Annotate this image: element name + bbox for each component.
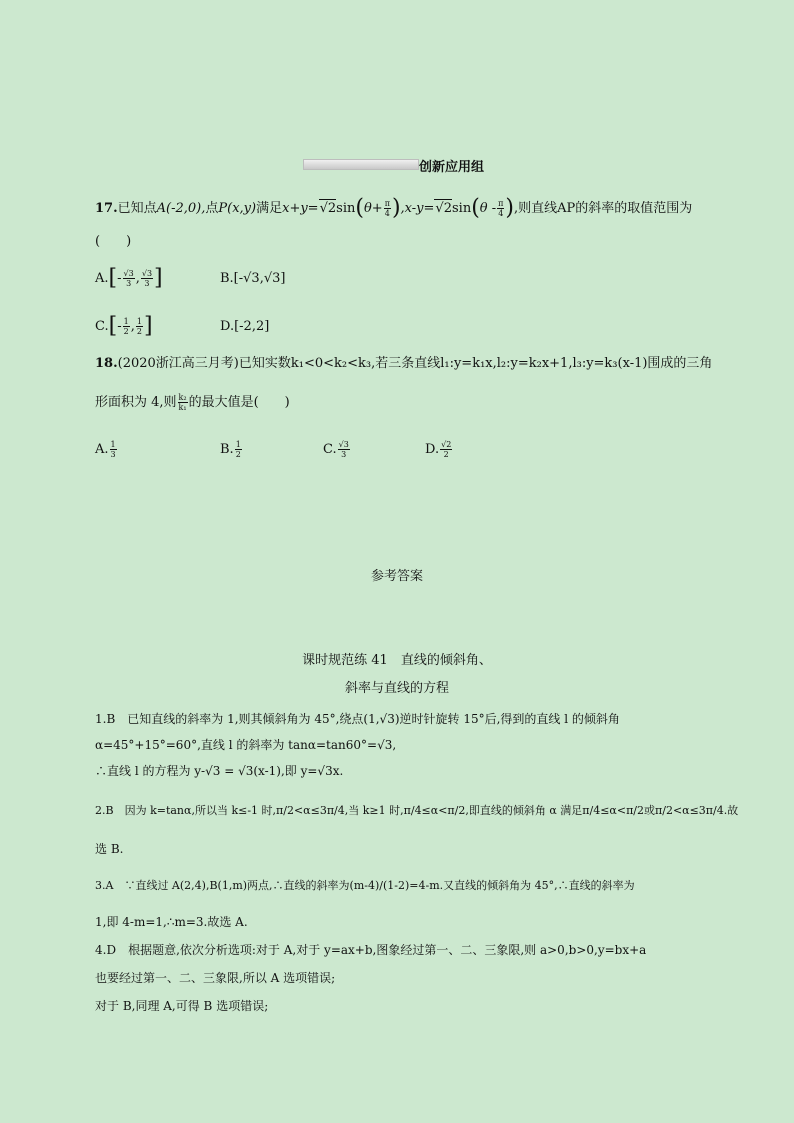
answer-4-line-3: 对于 B,同理 A,可得 B 选项错误; [95,999,269,1013]
q18-option-d: D. $\frac{√2}{2}$ [425,440,452,459]
q17-number: 17. [95,201,118,216]
answer-1-line-1: 1.B 已知直线的斜率为 1,则其倾斜角为 45°,绕点(1,√3)逆时针旋转 15°后,得到的直线 l 的倾斜角 [95,712,620,726]
answer-2-line-2: 选 B. [95,842,124,856]
q17-option-c: C.[- $\frac{1}{2}$ , $\frac{1}{2}$ ] [95,313,153,339]
answers-header: 参考答案 [370,569,423,584]
q17-option-a: A.[- $\frac{√3}{3}$ , $\frac{√3}{3}$ ] [95,265,163,291]
section-title: 创新应用组 [419,160,485,175]
q17-option-d: D.[-2,2] [220,319,270,334]
lesson-title-line-1: 课时规范练 41 直线的倾斜角、 [302,653,492,668]
section-bar [303,159,419,170]
q18-option-a: A. $\frac{1}{3}$ [95,440,116,459]
q18-line-2: 形面积为 4,则 $\frac{\text{k₂}}{\text{k₁}}$ 的最大值是( ) [95,393,290,412]
answer-1-line-2: α=45°+15°=60°,直线 l 的斜率为 tanα=tan60°=√3, [95,738,397,752]
answer-2-line-1: 2.B 因为 k=tanα,所以当 k≤-1 时,π/2<α≤3π/4,当 k≥1 时,π/4≤α<π/2,即直线的倾斜角 α 满足π/4≤α<π/2或π/2<α≤3π/4.故 [95,804,739,817]
question-17: 17.已知点A(-2,0),点P(x,y)满足x+y=√ 2sin(θ+ $\frac{\pi}{4}$ ),x-y=√ 2sin(θ - $\frac{\pi}{4}$ ),则直线AP的斜率的取值范围为 [95,199,692,218]
q18-option-c: C. $\frac{√3}{3}$ [323,440,349,459]
answer-4-line-1: 4.D 根据题意,依次分析选项:对于 A,对于 y=ax+b,图象经过第一、二、三象限,则 a>0,b>0,y=bx+a [95,943,647,957]
answer-4-line-2: 也要经过第一、二、三象限,所以 A 选项错误; [95,971,336,985]
lesson-title-line-2: 斜率与直线的方程 [344,681,449,696]
question-18: 18.(2020浙江高三月考)已知实数k₁<0<k₂<k₃,若三条直线l₁:y=k₁x,l₂:y=k₂x+1,l₃:y=k₃(x-1)围成的三角 [95,356,713,371]
q17-option-b: B.[-√3,√3] [220,271,286,286]
q18-option-b: B. $\frac{1}{2}$ [220,440,241,459]
answer-3-line-2: 1,即 4-m=1,∴m=3.故选 A. [95,915,248,929]
answer-1-line-3: ∴直线 l 的方程为 y-√3 = √3(x-1),即 y=√3x. [95,764,344,778]
q17-answer-paren: ( ) [95,234,132,249]
answer-3-line-1: 3.A ∵直线过 A(2,4),B(1,m)两点,∴直线的斜率为(m-4)/(1-2)=4-m.又直线的倾斜角为 45°,∴直线的斜率为 [95,879,635,892]
